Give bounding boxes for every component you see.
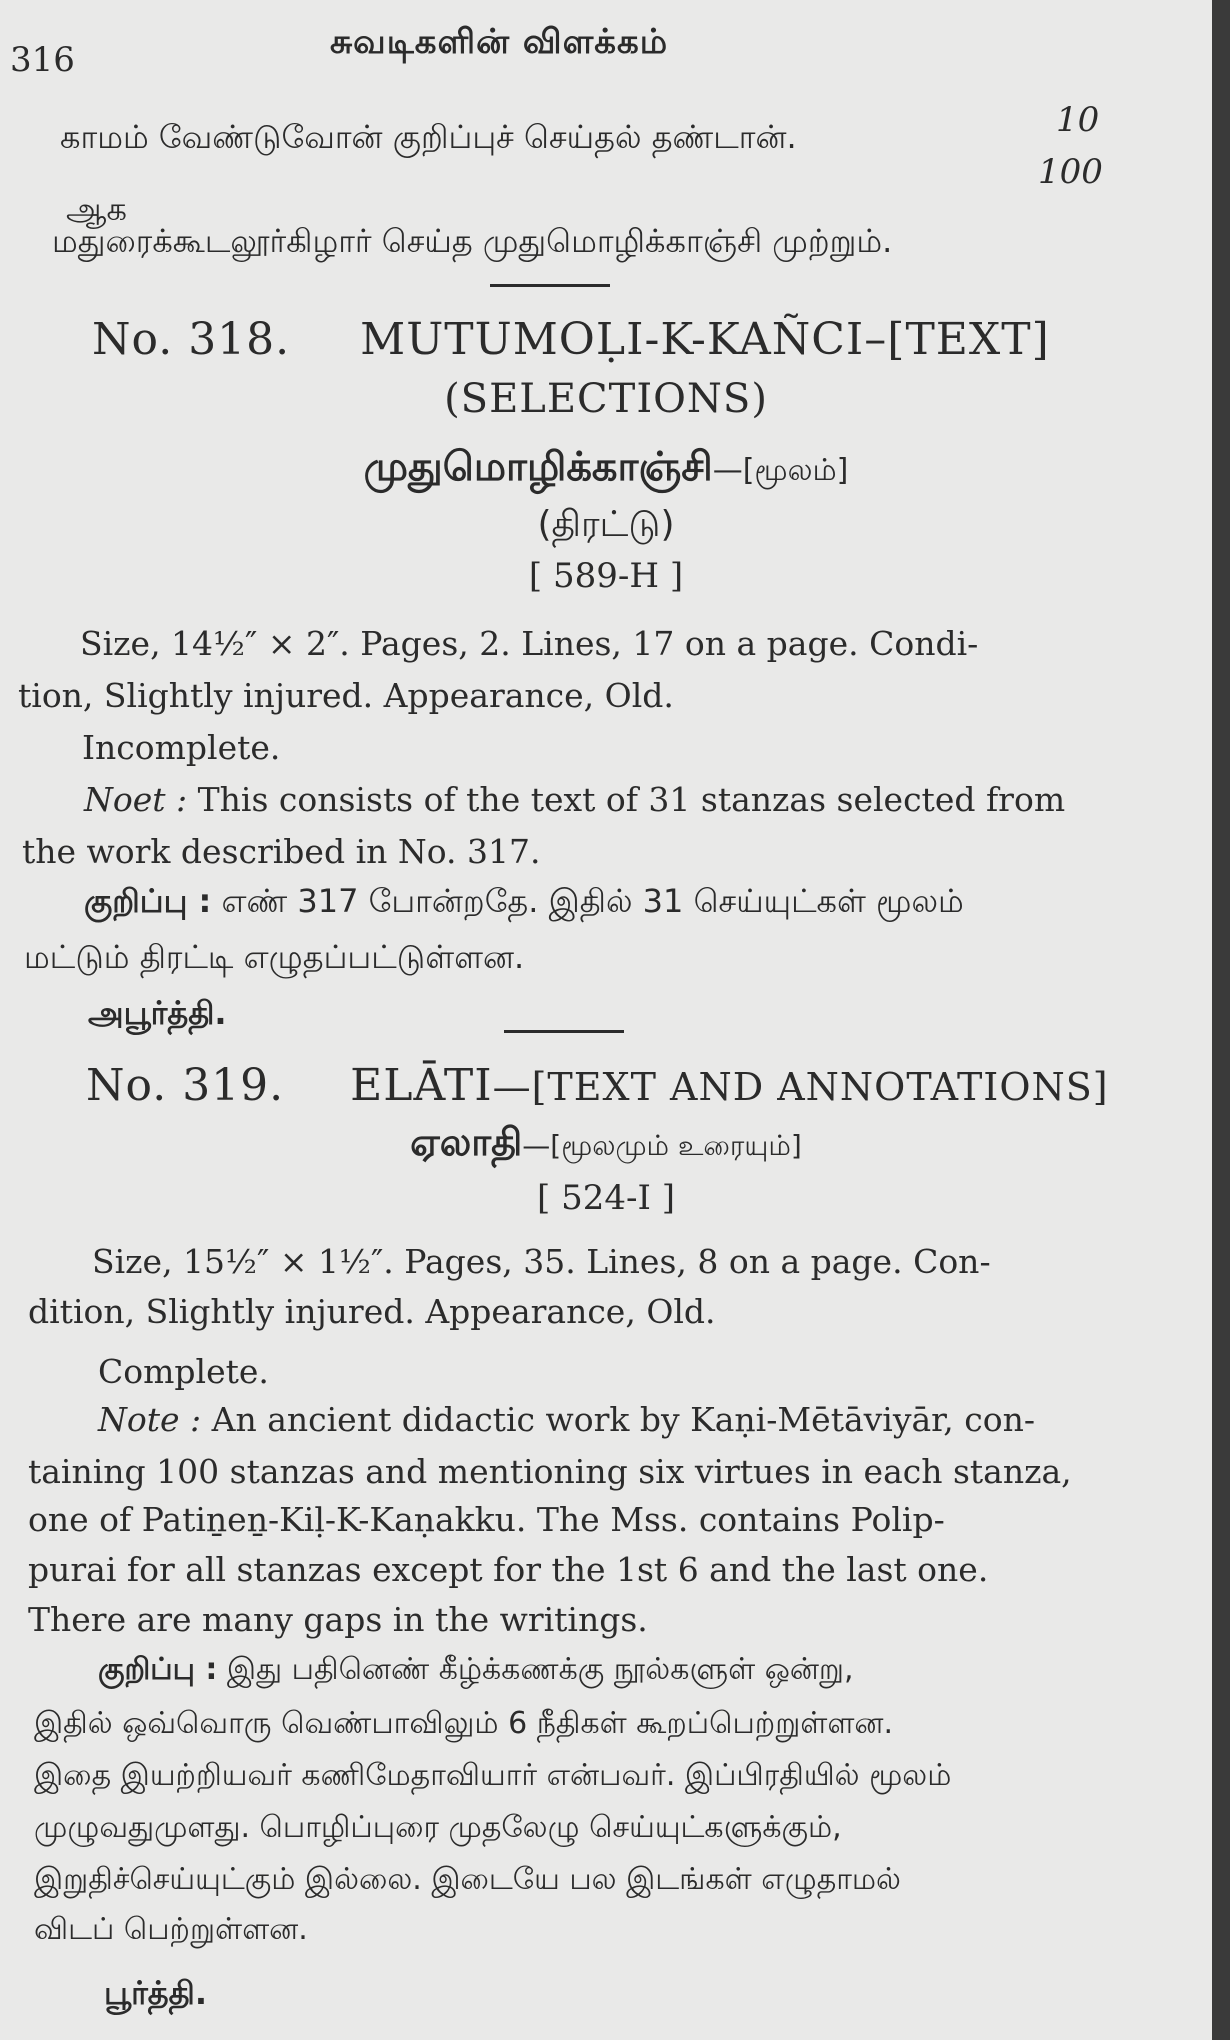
entry-318-note-label: Noet : bbox=[84, 780, 188, 819]
entry-319-note-line-5: There are many gaps in the writings. bbox=[28, 1600, 648, 1639]
entry-318-tamil-subtitle: (திரட்டு) bbox=[537, 504, 675, 545]
entry-319-tamil-heading bbox=[0, 1120, 1212, 1170]
entry-318-completeness: Incomplete. bbox=[82, 728, 281, 767]
entry-318-code: [ 589-H ] bbox=[528, 556, 684, 596]
entry-318-title: MUTUMOḶI-K-KAÑCI bbox=[360, 314, 865, 365]
entry-319-note-line-3: one of Patiṉeṉ-Kiḷ-K-Kaṇakku. The Mss. contains Polip- bbox=[28, 1500, 945, 1539]
running-head: சுவடிகளின் விளக்கம் bbox=[330, 22, 669, 62]
entry-319-note-label: Note : bbox=[98, 1400, 202, 1439]
entry-319-bracket: —[TEXT AND ANNOTATIONS] bbox=[492, 1065, 1109, 1109]
entry-319-tamil-note-label: குறிப்பு : bbox=[98, 1652, 218, 1687]
tail-line-2-number: 100 bbox=[1038, 152, 1103, 192]
entry-318-tamil-note-text-1: எண் 317 போன்றதே. இதில் 31 செய்யுட்கள் மூலம் bbox=[211, 882, 964, 920]
entry-319-note-line-1 bbox=[98, 1400, 1035, 1439]
entry-319-tamil-title: ஏலாதி bbox=[410, 1120, 523, 1164]
entry-318-tamil-title: முதுமொழிக்காஞ்சி bbox=[363, 444, 713, 490]
entry-318-bracket: –[TEXT] bbox=[864, 314, 1050, 365]
entry-319-size-line: Size, 15½″ × 1½″. Pages, 35. Lines, 8 on a page. Con- bbox=[92, 1242, 991, 1281]
tail-line-2: ஆக bbox=[66, 190, 127, 228]
separator-rule bbox=[490, 284, 610, 287]
entry-319-condition-line: dition, Slightly injured. Appearance, Old. bbox=[28, 1292, 716, 1331]
entry-319-title: ELĀTI bbox=[350, 1060, 493, 1111]
entry-318-number: No. 318. bbox=[92, 314, 291, 365]
tail-line-3: மதுரைக்கூடலூர்கிழார் செய்த முதுமொழிக்காஞ்சி முற்றும். bbox=[52, 222, 893, 260]
entry-318-tamil-bracket: —[மூலம்] bbox=[712, 453, 849, 488]
entry-319-tamil-note-2: இதில் ஒவ்வொரு வெண்பாவிலும் 6 நீதிகள் கூறப்பெற்றுள்ளன. bbox=[34, 1706, 894, 1741]
entry-319-number: No. 319. bbox=[86, 1060, 285, 1111]
entry-318-tamil-note-label: குறிப்பு : bbox=[84, 882, 212, 920]
separator-rule bbox=[504, 1030, 624, 1033]
entry-318-tamil-note-1 bbox=[84, 882, 964, 924]
entry-319-code: [ 524-I ] bbox=[537, 1178, 675, 1218]
book-edge bbox=[1212, 0, 1230, 2040]
entry-318-status: அபூர்த்தி. bbox=[88, 994, 227, 1032]
entry-318-tamil-note-2: மட்டும் திரட்டி எழுதப்பட்டுள்ளன. bbox=[24, 938, 525, 976]
entry-319-tamil-note-6: விடப் பெற்றுள்ளன. bbox=[34, 1912, 308, 1947]
entry-318-note-line-1 bbox=[84, 780, 1065, 819]
entry-318-heading bbox=[92, 314, 1050, 365]
entry-319-tamil-bracket: —[மூலமும் உரையும்] bbox=[522, 1129, 802, 1162]
entry-319-status: பூர்த்தி. bbox=[104, 1974, 207, 2012]
entry-319-tamil-note-1 bbox=[98, 1652, 854, 1691]
entry-319-tamil-note-4: முழுவதுமுளது. பொழிப்புரை முதலேழு செய்யுட்களுக்கும், bbox=[34, 1810, 842, 1845]
entry-319-tamil-note-5: இறுதிச்செய்யுட்கும் இல்லை. இடையே பல இடங்கள் எழுதாமல் bbox=[34, 1862, 901, 1897]
entry-318-note-line-2: the work described in No. 317. bbox=[22, 832, 541, 871]
entry-318-condition-line: tion, Slightly injured. Appearance, Old. bbox=[18, 676, 674, 715]
page-number: 316 bbox=[10, 40, 75, 80]
entry-319-tamil-note-text-1: இது பதினெண் கீழ்க்கணக்கு நூல்களுள் ஒன்று, bbox=[217, 1652, 854, 1687]
entry-318-subtitle: (SELECTIONS) bbox=[444, 376, 768, 422]
entry-319-tamil-note-3: இதை இயற்றியவர் கணிமேதாவியார் என்பவர். இப்பிரதியில் மூலம் bbox=[34, 1758, 952, 1793]
entry-319-note-text-1: An ancient didactic work by Kaṇi-Mētāviyār, con- bbox=[201, 1400, 1036, 1439]
tail-line-1-number: 10 bbox=[1056, 100, 1100, 140]
entry-318-note-text-1: This consists of the text of 31 stanzas selected from bbox=[187, 780, 1066, 819]
entry-319-note-line-4: purai for all stanzas except for the 1st 6 and the last one. bbox=[28, 1550, 989, 1589]
entry-319-heading bbox=[86, 1060, 1109, 1111]
entry-318-tamil-heading bbox=[0, 444, 1212, 495]
entry-319-completeness: Complete. bbox=[98, 1352, 269, 1391]
entry-318-size-line: Size, 14½″ × 2″. Pages, 2. Lines, 17 on a page. Condi- bbox=[80, 624, 979, 663]
entry-319-note-line-2: taining 100 stanzas and mentioning six virtues in each stanza, bbox=[28, 1452, 1072, 1491]
tail-line-1: காமம் வேண்டுவோன் குறிப்புச் செய்தல் தண்டான். bbox=[60, 118, 797, 156]
